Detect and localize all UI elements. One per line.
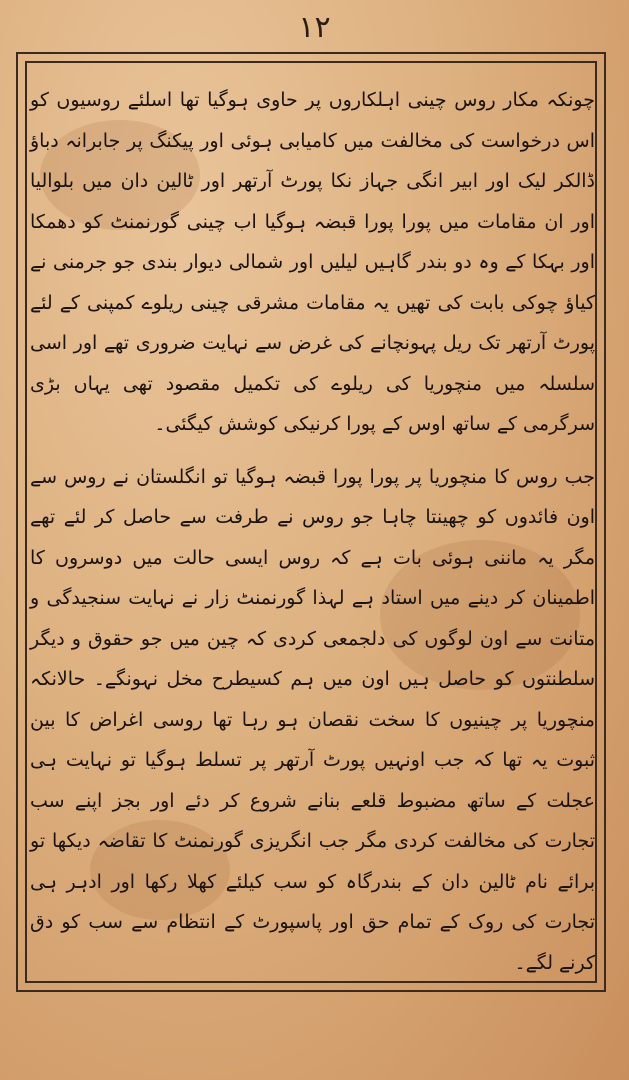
paragraph: جب روس کا منچوریا پر پورا پورا قبضہ ہوگیا تو انگلستان نے روس سے اون فائدوں کو چھینتا چاہا جو روس نے طرفت سے حاصل کر لئے تھے مگر یہ ماننی ہوئی بات ہے کہ روس ایسی حالت میں دوسروں کا اطمینان کر دینے میں استاد ہے لہذا گورنمنٹ زار نے نہایت سنجیدگی و متانت سے اون لوگوں کی دلجمعی کردی کہ چین میں جو حقوق و دیگر سلطنتوں کو حاصل ہیں اون میں ہم کسیطرح مخل نہونگے۔ حالانکہ منچوریا پر چینیوں کا سخت نقصان ہو رہا تھا روسی اغراض کا بین ثبوت یہ تھا کہ جب اونہیں پورٹ آرتھر پر تسلط ہوگیا تو نہایت ہی عجلت کے ساتھ مضبوط قلعے بنانے شروع کر دئے اور بجز اپنے سب تجارت کی مخالفت کردی مگر جب انگریزی گورنمنٹ کا تقاضہ دیکھا تو برائے نام ٹالین دان کے بندرگاہ کو سب کیلئے کھلا رکھا اور ادہر ہی تجارت کی روک کے تمام حق اور پاسپورٹ کے انتظام سے سب کو دق کرنے لگے۔ (30, 465, 595, 974)
text-body (30, 80, 595, 983)
page-number: ۱۲ (298, 10, 331, 45)
paragraph: چونکہ مکار روس چینی اہلکاروں پر حاوی ہوگیا تھا اسلئے روسیوں کو اس درخواست کی مخالفت میں کامیابی ہوئی اور پیکنگ پر جابرانہ دباؤ ڈالکر لیک اور ابیر انگی جہاز نکا پورٹ آرتھر اور ٹالین دان میں بلوالیا اور ان مقامات میں پورا پورا قبضہ ہوگیا اب چینی گورنمنٹ کو دھمکا اور بہکا کے وہ دو بندر گاہیں لیلیں اور شمالی دیوار بندی جو جرمنی نے کیاؤ چوکی بابت کی تھیں یہ مقامات مشرقی چینی ریلوے کمپنی کے لئے پورٹ آرتھر تک ریل پہونچانے کی غرض سے نہایت ضروری تھے اور اسی سلسلہ میں منچوریا کی ریلوے کی تکمیل مقصود تھی یہاں بڑی سرگرمی کے ساتھ اوس کے پورا کرنیکی کوشش کیگئی۔ (30, 89, 595, 435)
